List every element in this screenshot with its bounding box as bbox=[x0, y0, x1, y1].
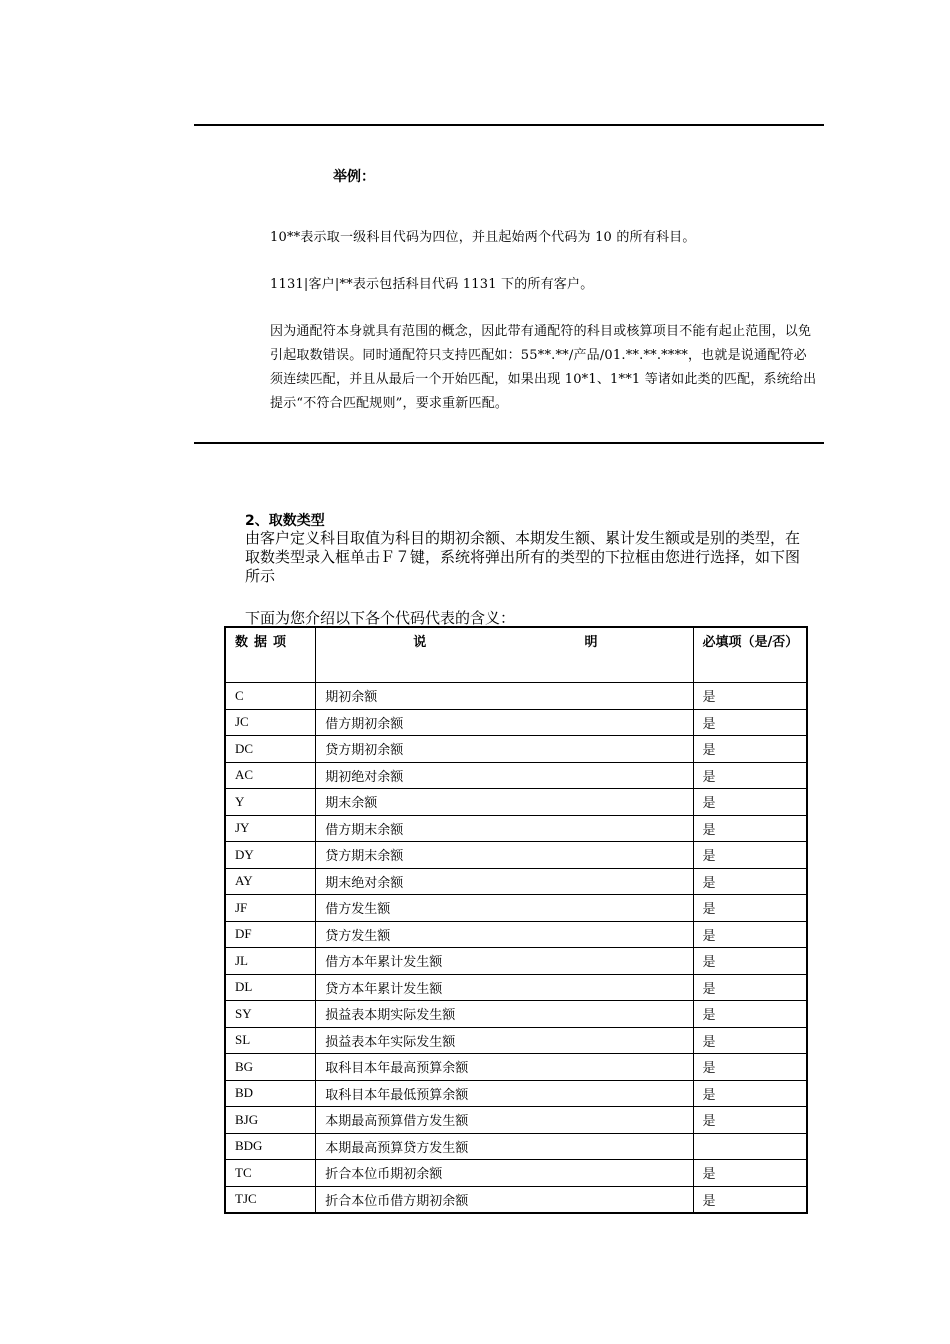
row-required: 是 bbox=[693, 842, 807, 869]
row-description: 贷方发生额 bbox=[316, 921, 693, 948]
row-code: DC bbox=[225, 736, 316, 763]
bottom-divider bbox=[194, 442, 824, 444]
example-heading: 举例： bbox=[333, 169, 375, 185]
table-row bbox=[225, 1001, 807, 1028]
row-code: BJG bbox=[225, 1107, 316, 1134]
table-row bbox=[225, 1080, 807, 1107]
row-required: 是 bbox=[693, 1080, 807, 1107]
row-code: AC bbox=[225, 762, 316, 789]
row-description: 本期最高预算借方发生额 bbox=[316, 1107, 693, 1134]
row-required: 是 bbox=[693, 815, 807, 842]
header-description-left: 说 bbox=[413, 635, 427, 650]
table-row bbox=[225, 842, 807, 869]
row-description: 取科目本年最低预算余额 bbox=[316, 1080, 693, 1107]
section-title: 2、取数类型 bbox=[245, 513, 325, 529]
table-row bbox=[225, 1027, 807, 1054]
row-description: 贷方期初余额 bbox=[316, 736, 693, 763]
table-row bbox=[225, 921, 807, 948]
row-code: SY bbox=[225, 1001, 316, 1028]
row-required: 是 bbox=[693, 868, 807, 895]
row-required: 是 bbox=[693, 921, 807, 948]
row-required: 是 bbox=[693, 974, 807, 1001]
table-row bbox=[225, 974, 807, 1001]
table-row bbox=[225, 683, 807, 710]
row-required: 是 bbox=[693, 1160, 807, 1187]
header-description bbox=[316, 627, 693, 683]
code-table bbox=[224, 626, 808, 1214]
row-code: DL bbox=[225, 974, 316, 1001]
row-description: 贷方本年累计发生额 bbox=[316, 974, 693, 1001]
row-code: TC bbox=[225, 1160, 316, 1187]
row-description: 期末余额 bbox=[316, 789, 693, 816]
row-required: 是 bbox=[693, 1054, 807, 1081]
row-code: AY bbox=[225, 868, 316, 895]
table-row bbox=[225, 948, 807, 975]
table-row bbox=[225, 1160, 807, 1187]
row-required: 是 bbox=[693, 736, 807, 763]
row-description: 本期最高预算贷方发生额 bbox=[316, 1133, 693, 1160]
row-description: 取科目本年最高预算余额 bbox=[316, 1054, 693, 1081]
table-row bbox=[225, 868, 807, 895]
row-required: 是 bbox=[693, 1107, 807, 1134]
row-code: JL bbox=[225, 948, 316, 975]
section-body: 由客户定义科目取值为科目的期初余额、本期发生额、累计发生额或是别的类型，在取数类型录入框单击Ｆ７键，系统将弹出所有的类型的下拉框由您进行选择，如下图所示 bbox=[245, 531, 801, 585]
row-code: JF bbox=[225, 895, 316, 922]
row-required: 是 bbox=[693, 895, 807, 922]
row-description: 损益表本年实际发生额 bbox=[316, 1027, 693, 1054]
row-required: 是 bbox=[693, 1027, 807, 1054]
top-divider bbox=[194, 124, 824, 126]
row-code: BDG bbox=[225, 1133, 316, 1160]
row-required bbox=[693, 1133, 807, 1160]
table-body bbox=[225, 683, 807, 1214]
row-code: DY bbox=[225, 842, 316, 869]
row-code: TJC bbox=[225, 1186, 316, 1213]
row-description: 借方期初余额 bbox=[316, 709, 693, 736]
row-required: 是 bbox=[693, 789, 807, 816]
row-description: 折合本位币借方期初余额 bbox=[316, 1186, 693, 1213]
row-code: Y bbox=[225, 789, 316, 816]
row-code: DF bbox=[225, 921, 316, 948]
row-code: JY bbox=[225, 815, 316, 842]
row-description: 借方发生额 bbox=[316, 895, 693, 922]
table-row bbox=[225, 789, 807, 816]
header-code: 数据项 bbox=[225, 627, 316, 683]
table-row bbox=[225, 736, 807, 763]
row-required: 是 bbox=[693, 948, 807, 975]
row-description: 借方期末余额 bbox=[316, 815, 693, 842]
table-row bbox=[225, 895, 807, 922]
row-description: 折合本位币期初余额 bbox=[316, 1160, 693, 1187]
row-description: 期末绝对余额 bbox=[316, 868, 693, 895]
row-code: JC bbox=[225, 709, 316, 736]
table-row bbox=[225, 1133, 807, 1160]
table-row bbox=[225, 1107, 807, 1134]
row-description: 期初绝对余额 bbox=[316, 762, 693, 789]
row-description: 损益表本期实际发生额 bbox=[316, 1001, 693, 1028]
row-code: BG bbox=[225, 1054, 316, 1081]
header-required: 必填项（是/否） bbox=[693, 627, 807, 683]
row-required: 是 bbox=[693, 1186, 807, 1213]
table-intro: 下面为您介绍以下各个代码代表的含义： bbox=[245, 611, 516, 627]
row-required: 是 bbox=[693, 709, 807, 736]
table-row bbox=[225, 709, 807, 736]
example-paragraph-1: 10**表示取一级科目代码为四位，并且起始两个代码为 10 的所有科目。 bbox=[270, 230, 696, 245]
row-code: SL bbox=[225, 1027, 316, 1054]
row-description: 借方本年累计发生额 bbox=[316, 948, 693, 975]
row-required: 是 bbox=[693, 762, 807, 789]
row-code: BD bbox=[225, 1080, 316, 1107]
table-row bbox=[225, 1054, 807, 1081]
row-description: 期初余额 bbox=[316, 683, 693, 710]
row-code: C bbox=[225, 683, 316, 710]
header-description-right: 明 bbox=[584, 635, 598, 650]
row-required: 是 bbox=[693, 683, 807, 710]
table-row bbox=[225, 1186, 807, 1213]
row-required: 是 bbox=[693, 1001, 807, 1028]
example-paragraph-2: 1131|客户|**表示包括科目代码 1131 下的所有客户。 bbox=[270, 277, 594, 292]
table-row bbox=[225, 815, 807, 842]
example-paragraph-3: 因为通配符本身就具有范围的概念，因此带有通配符的科目或核算项目不能有起止范围，以免引起取数错误。同时通配符只支持匹配如：55**.**/产品/01.**.**.****，也就是说通配符必须连续匹配，并且从最后一个开始匹配，如果出现 10*1、1**1 等诸如此类的匹配，系统给出提示“不符合匹配规则”，要求重新匹配。 bbox=[270, 324, 817, 411]
table-header-row bbox=[225, 627, 807, 683]
row-description: 贷方期末余额 bbox=[316, 842, 693, 869]
table-row bbox=[225, 762, 807, 789]
